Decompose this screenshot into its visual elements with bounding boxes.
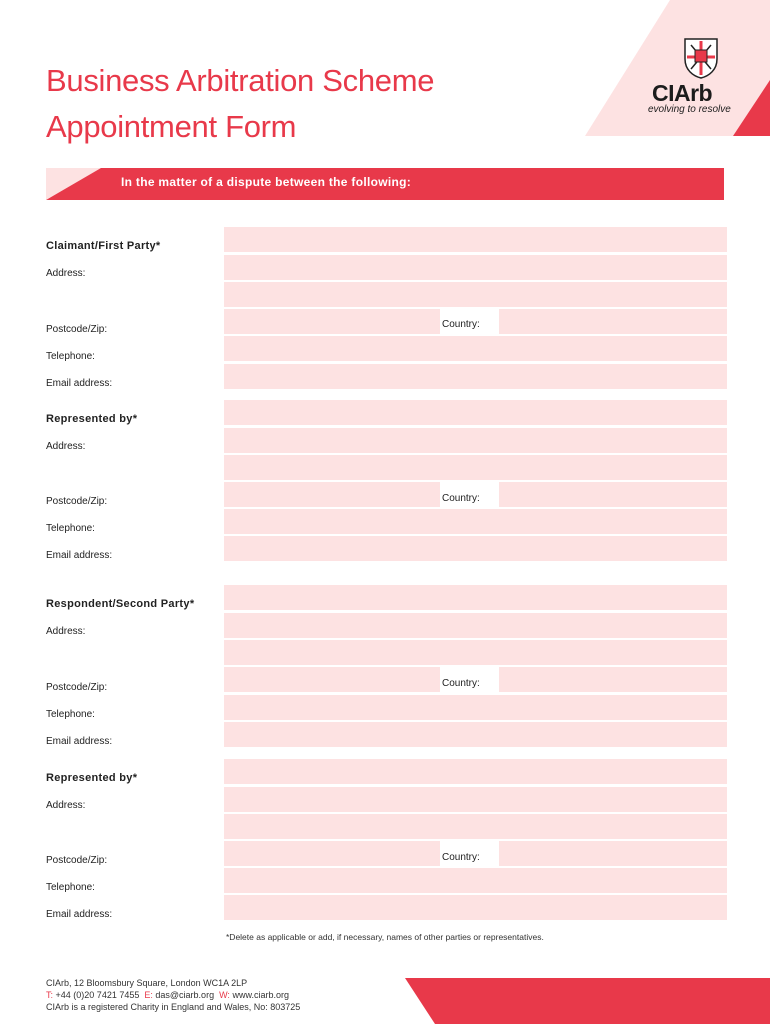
telephone-label: Telephone: [46, 523, 95, 534]
postcode-label: Postcode/Zip: [46, 855, 108, 866]
respondent-postcode-input[interactable] [224, 667, 440, 692]
country-label: Country: [442, 493, 480, 504]
footer-web[interactable]: www.ciarb.org [232, 990, 289, 1000]
email-label: Email address: [46, 736, 113, 747]
claimant-rep-email-input[interactable] [224, 536, 727, 561]
address-label: Address: [46, 268, 86, 279]
title-line-1: Business Arbitration Scheme [46, 63, 435, 98]
footer-contacts [46, 990, 289, 1000]
respondent-name-input[interactable] [224, 585, 727, 610]
respondent-rep-address-line2-input[interactable] [224, 814, 727, 839]
claimant-address-line1-input[interactable] [224, 255, 727, 280]
address-label: Address: [46, 800, 86, 811]
respondent-country-input[interactable] [499, 667, 727, 692]
claimant-address-line2-input[interactable] [224, 282, 727, 307]
footer-charity: CIArb is a registered Charity in England and Wales, No: 803725 [46, 1002, 301, 1012]
respondent-rep-address-line1-input[interactable] [224, 787, 727, 812]
respondent-email-input[interactable] [224, 722, 727, 747]
title-line-2: Appointment Form [46, 109, 297, 144]
logo-name: CIArb [652, 80, 713, 106]
footnote: *Delete as applicable or add, if necessary, names of other parties or representatives. [226, 932, 544, 942]
respondent-rep-name-input[interactable] [224, 759, 727, 784]
banner-text: In the matter of a dispute between the following: [121, 175, 412, 189]
footer-email[interactable]: das@ciarb.org [155, 990, 215, 1000]
claimant-country-input[interactable] [499, 309, 727, 334]
claimant-email-input[interactable] [224, 364, 727, 389]
address-label: Address: [46, 441, 86, 452]
section-heading-claimant: Claimant/First Party* [46, 240, 161, 252]
section-heading-claimant-rep: Represented by* [46, 413, 138, 425]
header-decoration [583, 0, 770, 140]
respondent-rep-telephone-input[interactable] [224, 868, 727, 893]
footer-phone: +44 (0)20 7421 7455 [55, 990, 140, 1000]
web-label: W: [219, 990, 230, 1000]
email-label: Email address: [46, 378, 113, 389]
footer-address: CIArb, 12 Bloomsbury Square, London WC1A 2LP [46, 978, 248, 988]
respondent-rep-country-input[interactable] [499, 841, 727, 866]
postcode-label: Postcode/Zip: [46, 496, 108, 507]
claimant-rep-address-line2-input[interactable] [224, 455, 727, 480]
telephone-label: Telephone: [46, 709, 95, 720]
country-label: Country: [442, 678, 480, 689]
phone-label: T: [46, 990, 54, 1000]
telephone-label: Telephone: [46, 351, 95, 362]
address-label: Address: [46, 626, 86, 637]
ciarb-crest-icon [683, 37, 719, 79]
claimant-rep-name-input[interactable] [224, 400, 727, 425]
respondent-telephone-input[interactable] [224, 695, 727, 720]
country-label: Country: [442, 319, 480, 330]
email-label: Email address: [46, 909, 113, 920]
respondent-rep-email-input[interactable] [224, 895, 727, 920]
section-heading-respondent-rep: Represented by* [46, 772, 138, 784]
claimant-telephone-input[interactable] [224, 336, 727, 361]
claimant-name-input[interactable] [224, 227, 727, 252]
respondent-address-line2-input[interactable] [224, 640, 727, 665]
telephone-label: Telephone: [46, 882, 95, 893]
postcode-label: Postcode/Zip: [46, 324, 108, 335]
section-heading-respondent: Respondent/Second Party* [46, 598, 195, 610]
logo-tagline: evolving to resolve [648, 104, 731, 115]
claimant-rep-address-line1-input[interactable] [224, 428, 727, 453]
country-label: Country: [442, 852, 480, 863]
claimant-postcode-input[interactable] [224, 309, 440, 334]
claimant-rep-postcode-input[interactable] [224, 482, 440, 507]
respondent-address-line1-input[interactable] [224, 613, 727, 638]
respondent-rep-postcode-input[interactable] [224, 841, 440, 866]
page-title [46, 58, 434, 150]
postcode-label: Postcode/Zip: [46, 682, 108, 693]
claimant-rep-telephone-input[interactable] [224, 509, 727, 534]
claimant-rep-country-input[interactable] [499, 482, 727, 507]
footer-decoration [405, 978, 770, 1024]
email-label-footer: E: [144, 990, 153, 1000]
email-label: Email address: [46, 550, 113, 561]
